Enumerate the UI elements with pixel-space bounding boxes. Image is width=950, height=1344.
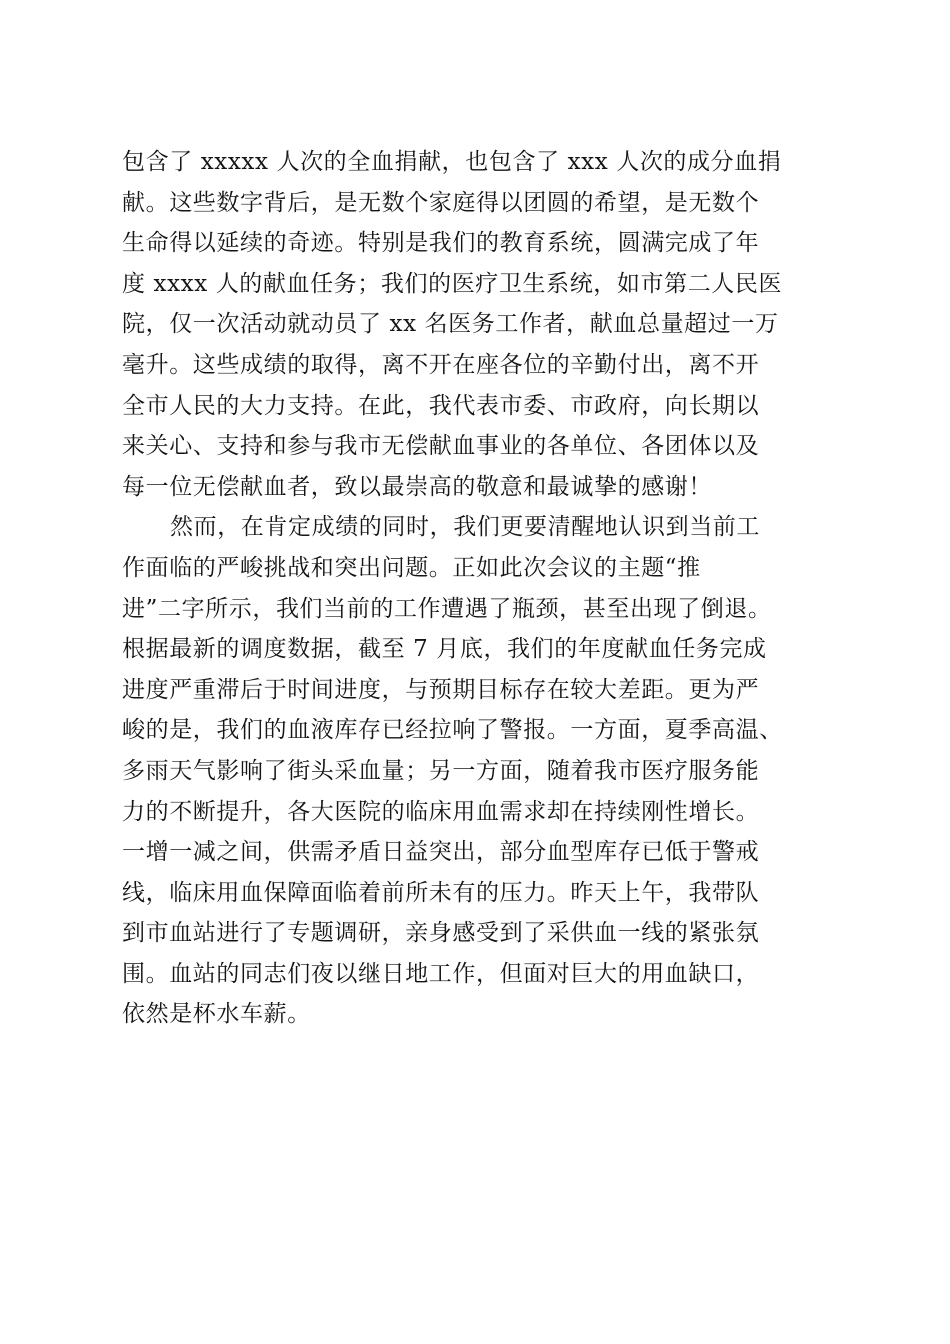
text-line: 献。这些数字背后，是无数个家庭得以团圆的希望，是无数个 <box>122 189 760 216</box>
text-line: 到市血站进行了专题调研，亲身感受到了采供血一线的紧张氛 <box>122 920 760 947</box>
text-line: 作面临的严峻挑战和突出问题。正如此次会议的主题“推 <box>122 554 701 581</box>
text-line: 进”二字所示，我们当前的工作遭遇了瓶颈，甚至出现了倒退。 <box>122 595 772 622</box>
text-line: 线，临床用血保障面临着前所未有的压力。昨天上午，我带队 <box>122 879 760 906</box>
text-line: 一增一减之间，供需矛盾日益突出，部分血型库存已低于警戒 <box>122 839 760 866</box>
text-line: 依然是杯水车薪。 <box>122 1001 311 1028</box>
text-line: 每一位无偿献血者，致以最崇高的敬意和最诚挚的感谢！ <box>122 473 712 500</box>
text-line: 多雨天气影响了街头采血量；另一方面，随着我市医疗服务能 <box>122 757 760 784</box>
text-line: 包含了 xxxxx 人次的全血捐献，也包含了 xxx 人次的成分血捐 <box>122 149 782 175</box>
paragraph-achievements <box>122 142 832 507</box>
text-line: 全市人民的大力支持。在此，我代表市委、市政府，向长期以 <box>122 392 760 419</box>
text-line: 度 xxxx 人的献血任务；我们的医疗卫生系统，如市第二人民医 <box>122 270 783 297</box>
text-line: 毫升。这些成绩的取得，离不开在座各位的辛勤付出，离不开 <box>122 351 760 378</box>
text-line: 院，仅一次活动就动员了 xx 名医务工作者，献血总量超过一万 <box>122 311 779 338</box>
text-line: 来关心、支持和参与我市无偿献血事业的各单位、各团体以及 <box>122 433 760 460</box>
text-line: 力的不断提升，各大医院的临床用血需求却在持续刚性增长。 <box>122 798 760 825</box>
text-line-indented: 然而，在肯定成绩的同时，我们更要清醒地认识到当前工 <box>170 514 760 541</box>
text-line: 生命得以延续的奇迹。特别是我们的教育系统，圆满完成了年 <box>122 230 760 257</box>
document-body <box>122 142 832 1035</box>
text-line: 围。血站的同志们夜以继日地工作，但面对巨大的用血缺口， <box>122 960 760 987</box>
text-line: 峻的是，我们的血液库存已经拉响了警报。一方面，夏季高温、 <box>122 717 783 744</box>
paragraph-challenges <box>122 507 832 1035</box>
text-line: 进度严重滞后于时间进度，与预期目标存在较大差距。更为严 <box>122 676 760 703</box>
text-line: 根据最新的调度数据，截至 7 月底，我们的年度献血任务完成 <box>122 636 767 663</box>
